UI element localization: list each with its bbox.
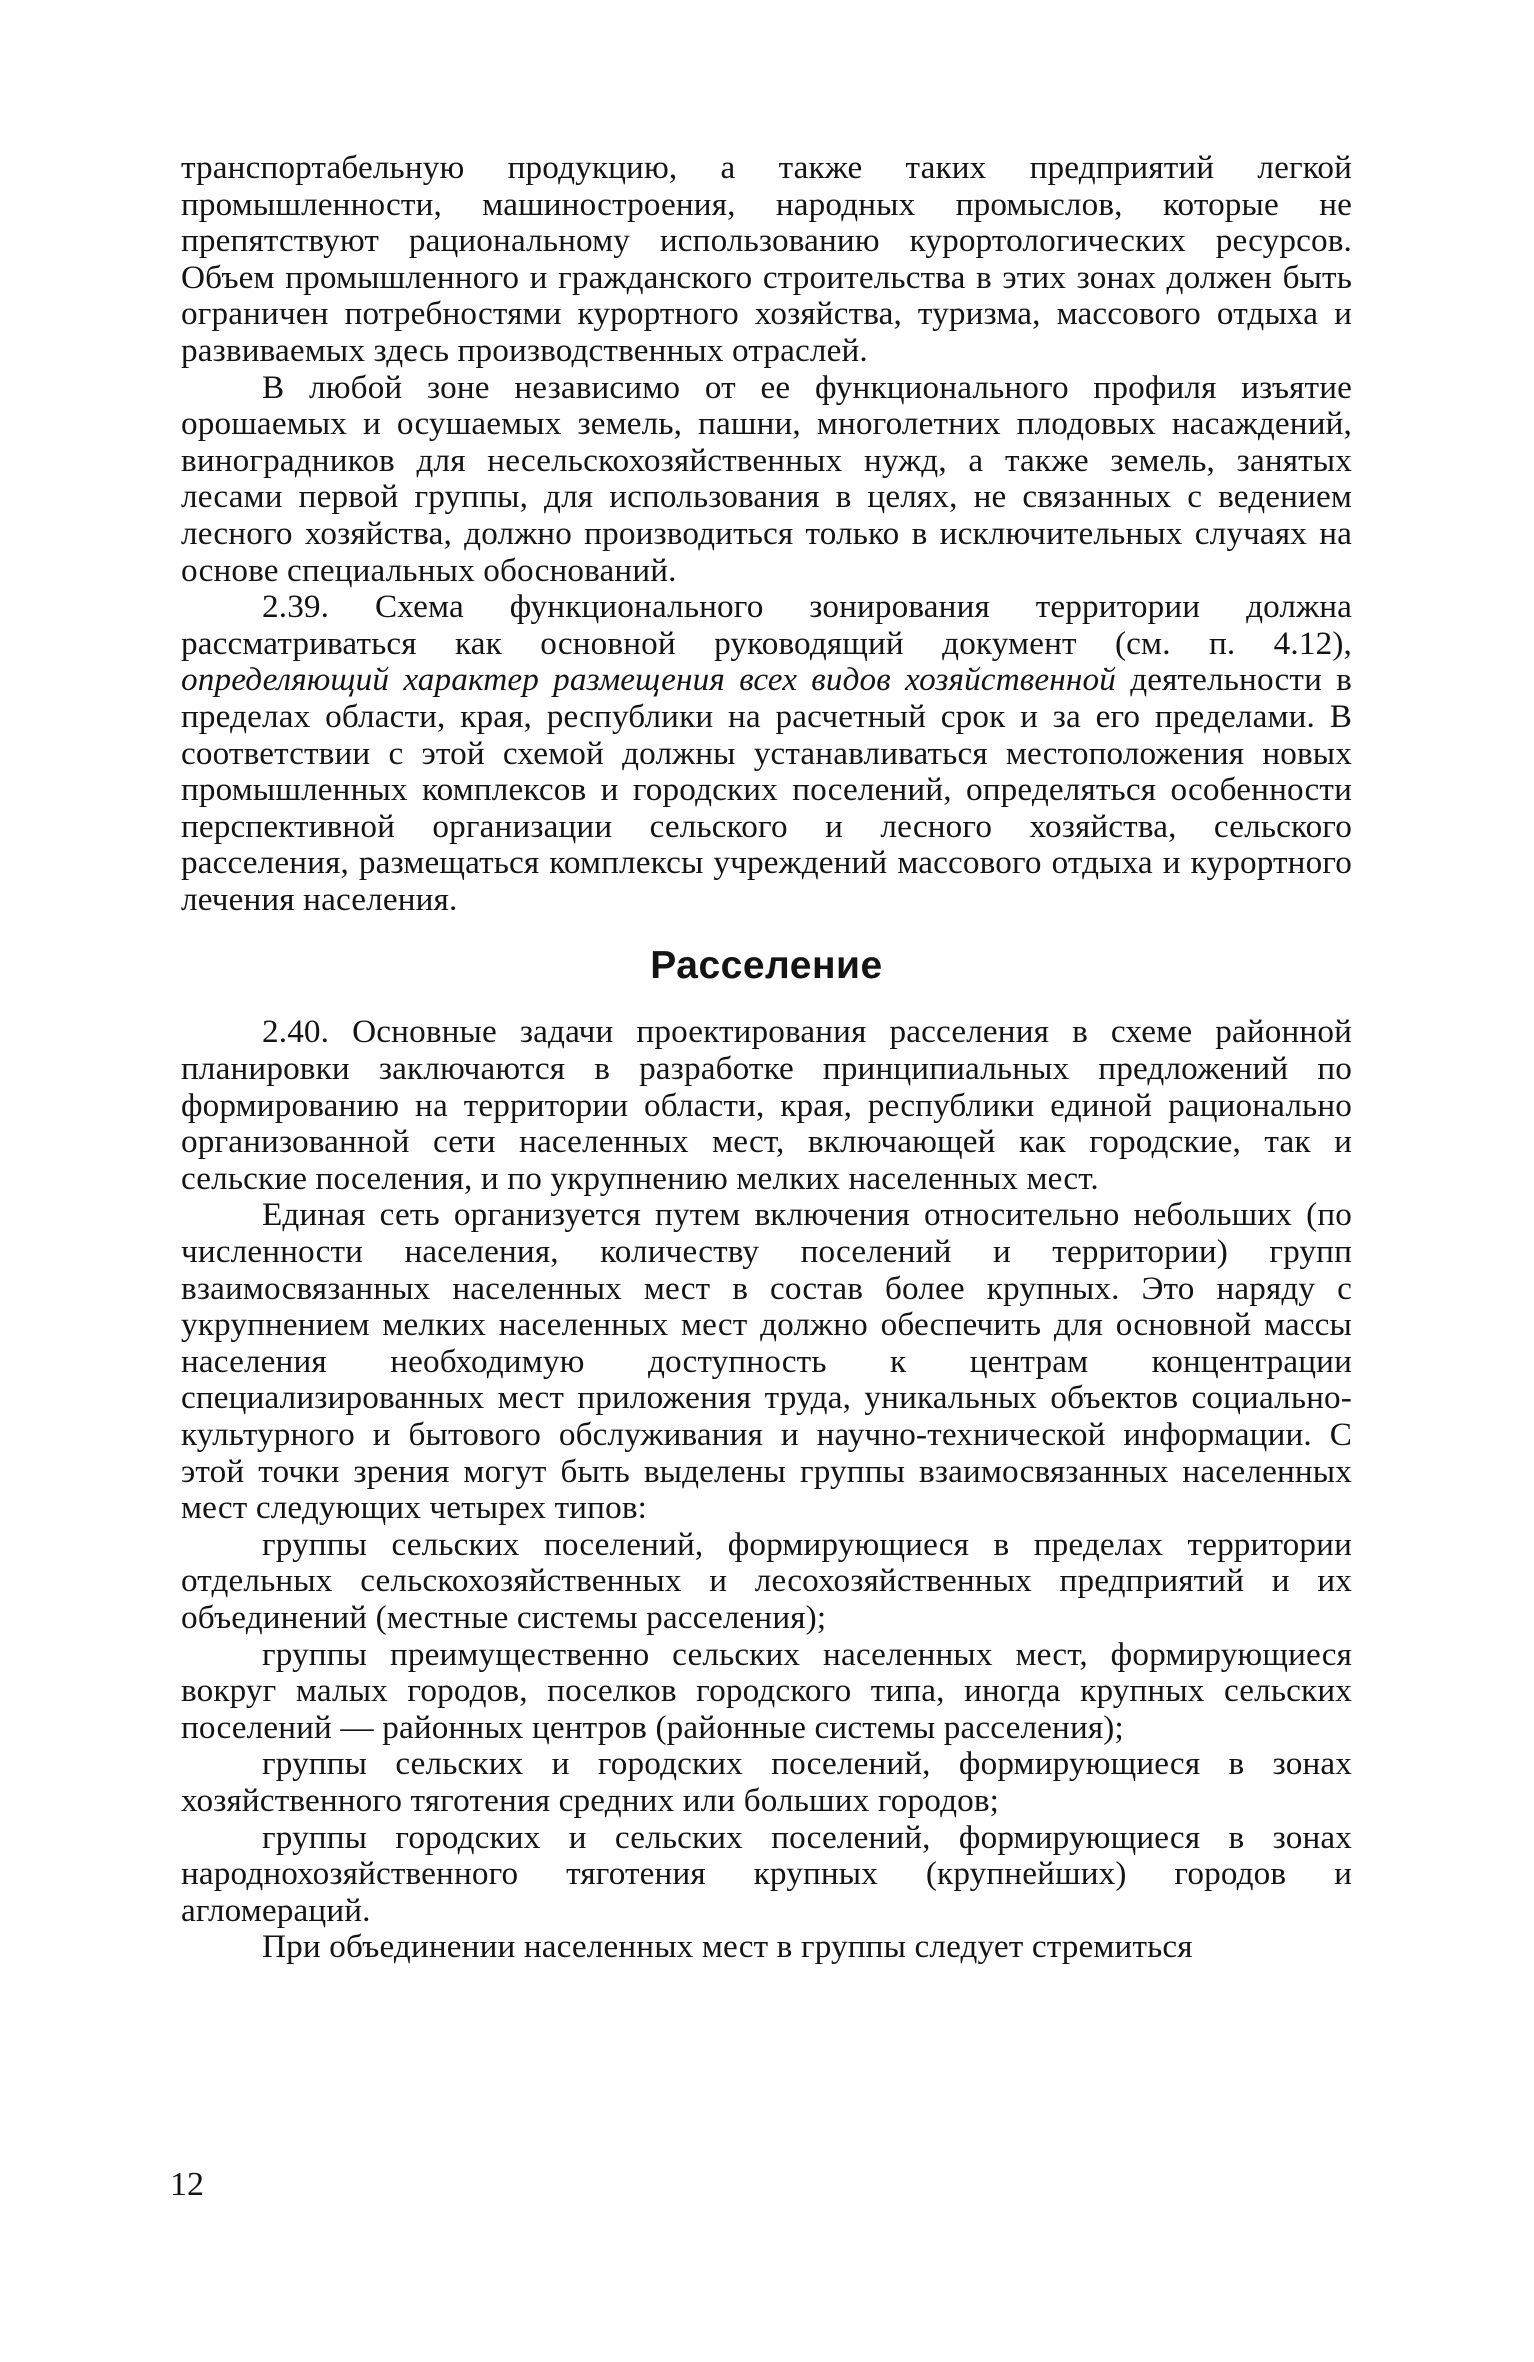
page-number: 12 [170,2166,204,2203]
paragraph-grouping: При объединении населенных мест в группы следует стремиться [262,1928,1193,1966]
section-heading: Расселение [650,944,883,988]
paragraph-2-39-lead: 2.39. Схема функционального зонирования территории должна рассматриваться как основной руководящий документ (см. п. 4.12), [181,588,1352,662]
list-item-local-systems: группы сельских поселений, формирующиеся в пределах территории отдельных сельскохозяйственных и лесохозяйственных предприятий и их объединений (местные системы расселения); [181,1525,1352,1636]
paragraph-land-use: В любой зоне независимо от ее функционального профиля изъятие орошаемых и осушаемых земель, пашни, многолетних плодовых насаждений, виноградников для несельскохозяйственных нужд, а также земель, занятых лесами первой группы, для использования в целях, не связанных с ведением лесного хозяйства, должно производиться только в исключительных случаях на основе специальных обоснований. [181,368,1352,589]
list-item-district-systems: группы преимущественно сельских населенных мест, формирующиеся вокруг малых городов, поселков городского типа, иногда крупных сельских поселений — районных центров (районные системы расселения); [181,1635,1352,1746]
document-page [181,150,1352,1966]
paragraph-unified-network: Единая сеть организуется путем включения относительно небольших (по численности населения, количеству поселений и территории) групп взаимосвязанных населенных мест в состав более крупных. Это наряду с укрупнением мелких населенных мест должно обеспечить для основной массы населения необходимую доступность к центрам концентрации специализированных мест приложения труда, уникальных объектов социально-культурного и бытового обслуживания и научно-технической информации. С этой точки зрения могут быть выделены группы взаимосвязанных населенных мест следующих четырех типов: [181,1196,1352,1527]
paragraph-2-39-italic: определяющий характер размещения всех видов хозяйственной [181,661,1116,699]
list-item-medium-cities: группы сельских и городских поселений, формирующиеся в зонах хозяйственного тяготения средних или больших городов; [181,1745,1352,1819]
list-item-large-cities: группы городских и сельских поселений, формирующиеся в зонах народнохозяйственного тяготения крупных (крупнейших) городов и агломераций. [181,1818,1352,1929]
paragraph-continued: транспортабельную продукцию, а также таких предприятий легкой промышленности, машиностроения, народных промыслов, которые не препятствуют рациональному использованию курортологических ресурсов. Объем промышленного и гражданского строительства в этих зонах должен быть ограничен потребностями курортного хозяйства, туризма, массового отдыха и развиваемых здесь производственных отраслей. [181,149,1352,369]
paragraph-2-39-tail: деятельности в пределах области, края, республики на расчетный срок и за его пределами. В соответствии с этой схемой должны устанавливаться местоположения новых промышленных комплексов и городских поселений, определяться особенности перспективной организации сельского и лесного хозяйства, сельского расселения, размещаться комплексы учреждений массового отдыха и курортного лечения населения. [181,661,1352,918]
paragraph-2-39 [181,589,1352,918]
paragraph-2-40: 2.40. Основные задачи проектирования расселения в схеме районной планировки заключаются в разработке принципиальных предложений по формированию на территории области, края, республики единой рационально организованной сети населенных мест, включающей как городские, так и сельские поселения, и по укрупнению мелких населенных мест. [181,1013,1352,1197]
